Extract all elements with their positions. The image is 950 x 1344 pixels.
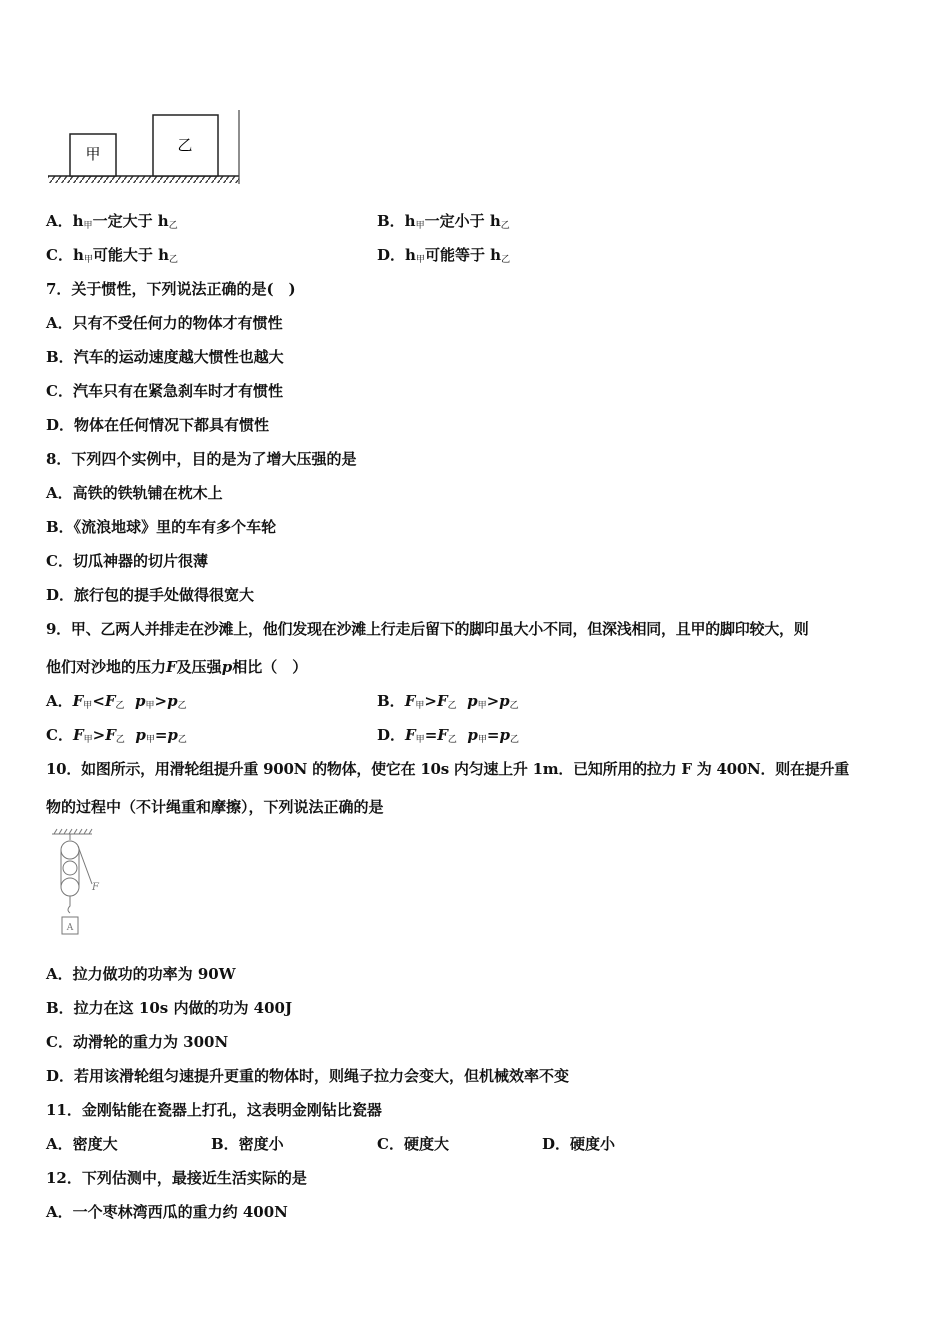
q10-option-d: D．若用该滑轮组匀速提升更重的物体时，则绳子拉力会变大，但机械效率不变	[46, 1067, 570, 1085]
movable-pulley	[61, 878, 79, 896]
middle-pulley	[63, 861, 77, 875]
q10-option-c: C．动滑轮的重力为 300N	[46, 1033, 229, 1051]
hook	[68, 896, 70, 913]
q7-option-b: B．汽车的运动速度越大惯性也越大	[46, 348, 284, 366]
ceiling-hatch	[54, 829, 92, 834]
q9-stem-line2: 他们对沙地的压力F及压强p相比（ ）	[46, 658, 308, 676]
load-label: A	[66, 923, 74, 933]
force-label: F	[92, 882, 99, 893]
q7-stem: 7．关于惯性，下列说法正确的是( )	[46, 280, 296, 298]
q9-option-a: A．$F_甲<F_乙$ $p_甲>p_乙$	[46, 692, 187, 711]
q12-option-a: A．一个枣林湾西瓜的重力约 400N	[46, 1203, 288, 1221]
q10-stem-line2: 物的过程中（不计绳重和摩擦），下列说法正确的是	[46, 798, 384, 816]
q7-option-c: C．汽车只有在紧急刹车时才有惯性	[46, 382, 283, 400]
block-yi-label: 乙	[177, 136, 193, 154]
q8-stem: 8．下列四个实例中，目的是为了增大压强的是	[46, 450, 357, 468]
q10-option-b: B．拉力在这 10s 内做的功为 400J	[46, 999, 293, 1017]
block-jia-label: 甲	[85, 145, 101, 163]
q11-option-a: A．密度大	[46, 1135, 118, 1153]
pulley-figure	[46, 828, 106, 940]
q10-option-a: A．拉力做功的功率为 90W	[46, 965, 236, 983]
q11-option-b: B．密度小	[211, 1135, 284, 1153]
ground-hatch	[48, 176, 239, 183]
q8-option-d: D．旅行包的提手处做得很宽大	[46, 586, 255, 604]
q6-option-d: D．$h_甲$可能等于 $h_乙$	[377, 246, 511, 265]
fixed-pulley	[61, 841, 79, 859]
q8-option-c: C．切瓜神器的切片很薄	[46, 552, 208, 570]
force-rope	[78, 846, 92, 884]
q12-stem: 12．下列估测中，最接近生活实际的是	[46, 1169, 307, 1187]
blocks-figure	[46, 108, 246, 190]
q11-stem: 11．金刚钻能在瓷器上打孔，这表明金刚钻比瓷器	[46, 1101, 382, 1119]
q9-option-d: D．$F_甲=F_乙$ $p_甲=p_乙$	[377, 726, 519, 745]
q6-option-c: C．$h_甲$可能大于 $h_乙$	[46, 246, 179, 265]
q10-stem-line1: 10．如图所示，用滑轮组提升重 900N 的物体，使它在 10s 内匀速上升 1m．已知所用的拉力 F 为 400N．则在提升重	[46, 760, 849, 778]
q9-stem-line1: 9．甲、乙两人并排走在沙滩上，他们发现在沙滩上行走后留下的脚印虽大小不同，但深浅相同，且甲的脚印较大，则	[46, 620, 809, 638]
q8-option-b: B．《流浪地球》里的车有多个车轮	[46, 518, 277, 536]
q6-option-a: A．$h_甲$一定大于 $h_乙$	[46, 212, 178, 231]
q11-option-c: C．硬度大	[377, 1135, 449, 1153]
q7-option-a: A．只有不受任何力的物体才有惯性	[46, 314, 283, 332]
q9-option-c: C．$F_甲>F_乙$ $p_甲=p_乙$	[46, 726, 187, 745]
q9-option-b: B．$F_甲>F_乙$ $p_甲>p_乙$	[377, 692, 519, 711]
q11-option-d: D．硬度小	[542, 1135, 616, 1153]
q7-option-d: D．物体在任何情况下都具有惯性	[46, 416, 270, 434]
q6-option-b: B．$h_甲$一定小于 $h_乙$	[377, 212, 510, 231]
q8-option-a: A．高铁的铁轨铺在枕木上	[46, 484, 223, 502]
